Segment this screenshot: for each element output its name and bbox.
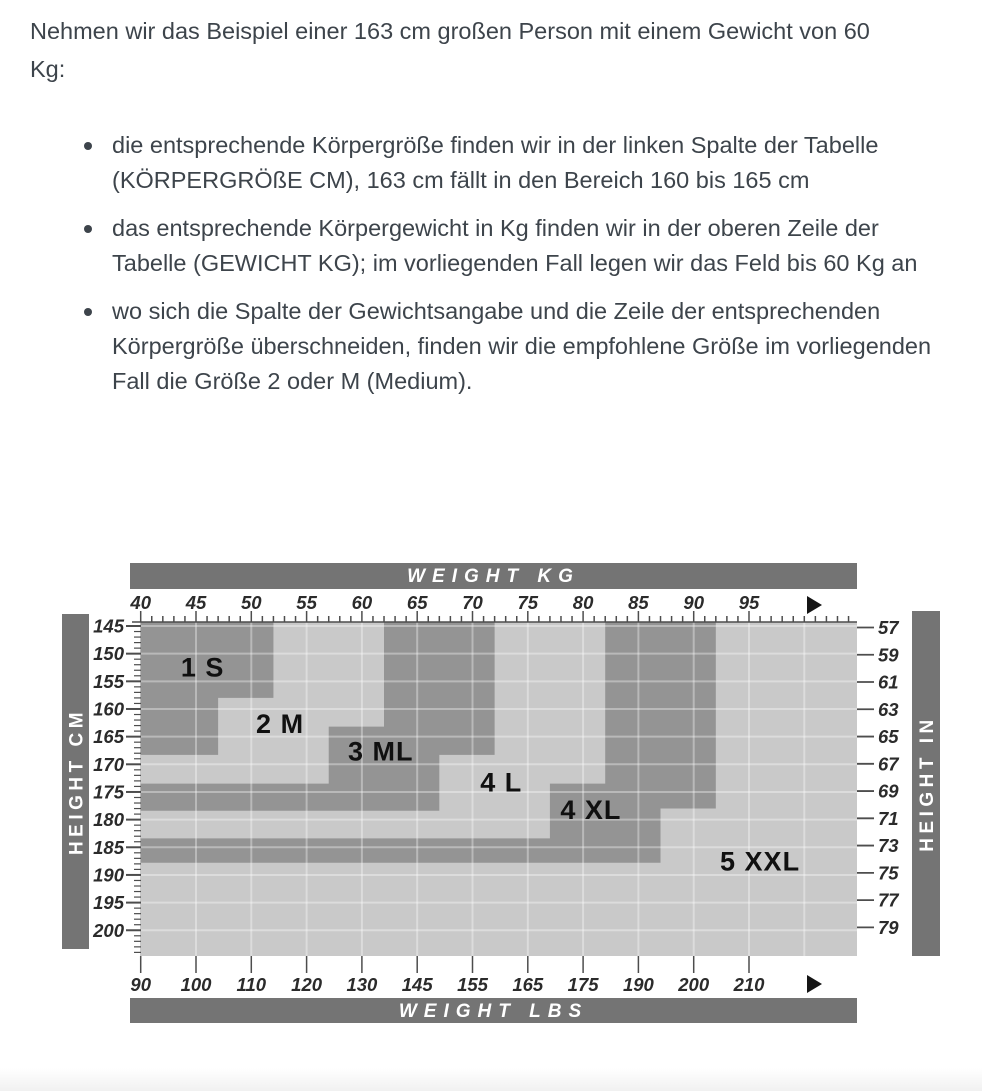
svg-text:210: 210 — [733, 974, 765, 995]
svg-text:55: 55 — [296, 592, 317, 613]
svg-text:150: 150 — [93, 643, 124, 665]
svg-text:75: 75 — [878, 862, 899, 884]
size-zone-label: 3 ML — [347, 736, 414, 767]
next-section-edge — [0, 1068, 982, 1091]
bullet-item: die entsprechende Körpergröße finden wir in der linken Spalte der Tabelle (KÖRPERGRÖßE CM), 163 cm fällt in den Bereich 160 bis 165 cm — [0, 128, 957, 198]
svg-text:145: 145 — [93, 615, 124, 637]
svg-text:120: 120 — [291, 974, 323, 995]
svg-text:145: 145 — [401, 974, 433, 995]
size-zone-label: 2 M — [256, 708, 305, 739]
lbs-footer-title: WEIGHT LBS — [398, 1001, 589, 1022]
svg-text:170: 170 — [93, 753, 124, 775]
svg-text:71: 71 — [878, 807, 899, 829]
size-zone-label: 4 L — [480, 767, 523, 798]
svg-text:57: 57 — [878, 617, 899, 638]
svg-text:45: 45 — [185, 592, 207, 613]
svg-text:200: 200 — [678, 974, 710, 995]
svg-text:155: 155 — [93, 670, 124, 692]
svg-text:185: 185 — [93, 836, 124, 858]
svg-text:165: 165 — [512, 974, 544, 995]
svg-text:79: 79 — [878, 916, 899, 938]
svg-text:190: 190 — [622, 974, 654, 995]
svg-text:77: 77 — [878, 889, 899, 911]
svg-text:110: 110 — [236, 974, 267, 995]
svg-text:195: 195 — [93, 892, 124, 914]
in-side-title: HEIGHT IN — [917, 715, 938, 852]
svg-text:165: 165 — [93, 726, 124, 748]
size-zone-label: 5 XXL — [720, 846, 801, 877]
svg-text:90: 90 — [683, 592, 704, 613]
svg-text:200: 200 — [93, 919, 124, 941]
svg-text:85: 85 — [628, 592, 649, 613]
svg-text:73: 73 — [878, 835, 899, 857]
svg-text:90: 90 — [130, 974, 151, 995]
bullet-list — [0, 128, 932, 412]
svg-text:50: 50 — [241, 592, 262, 613]
intro-paragraph: Nehmen wir das Beispiel einer 163 cm großen Person mit einem Gewicht von 60 Kg: — [30, 18, 870, 82]
cm-side-title: HEIGHT CM — [66, 707, 88, 856]
in-axis — [857, 617, 900, 938]
svg-text:160: 160 — [93, 698, 124, 720]
lbs-axis-arrow-icon — [807, 975, 822, 993]
cm-axis — [92, 616, 141, 953]
bullet-item: wo sich die Spalte der Gewichtsangabe und die Zeile der entsprechenden Körpergröße überschneiden, finden wir die empfohlene Größe im vorliegenden Fall die Größe 2 oder M (Medium). — [0, 294, 957, 399]
kg-header-title: WEIGHT KG — [407, 566, 580, 587]
svg-text:63: 63 — [878, 698, 899, 720]
svg-text:67: 67 — [878, 753, 899, 775]
svg-text:60: 60 — [351, 592, 373, 613]
svg-text:80: 80 — [572, 592, 594, 613]
svg-text:65: 65 — [406, 592, 428, 613]
svg-text:100: 100 — [180, 974, 212, 995]
svg-text:75: 75 — [517, 592, 539, 613]
svg-text:40: 40 — [130, 592, 151, 613]
svg-text:69: 69 — [878, 780, 899, 802]
lbs-axis — [130, 956, 765, 995]
svg-text:180: 180 — [93, 809, 124, 831]
kg-axis-arrow-icon — [807, 596, 822, 614]
svg-text:190: 190 — [93, 864, 124, 886]
svg-text:155: 155 — [457, 974, 488, 995]
svg-text:65: 65 — [878, 726, 899, 748]
size-zone-label: 4 XL — [560, 795, 622, 826]
svg-text:130: 130 — [346, 974, 378, 995]
kg-axis-labels — [129, 592, 760, 613]
size-zone-label: 1 S — [180, 652, 225, 683]
svg-text:175: 175 — [93, 781, 124, 803]
size-chart — [0, 545, 982, 1045]
svg-text:70: 70 — [462, 592, 483, 613]
svg-text:175: 175 — [567, 974, 599, 995]
bullet-item: das entsprechende Körpergewicht in Kg finden wir in der oberen Zeile der Tabelle (GEWICHT KG); im vorliegenden Fall legen wir das Feld bis 60 Kg an — [0, 211, 957, 281]
svg-text:61: 61 — [878, 671, 899, 693]
svg-text:95: 95 — [738, 592, 760, 613]
svg-text:59: 59 — [878, 644, 899, 666]
